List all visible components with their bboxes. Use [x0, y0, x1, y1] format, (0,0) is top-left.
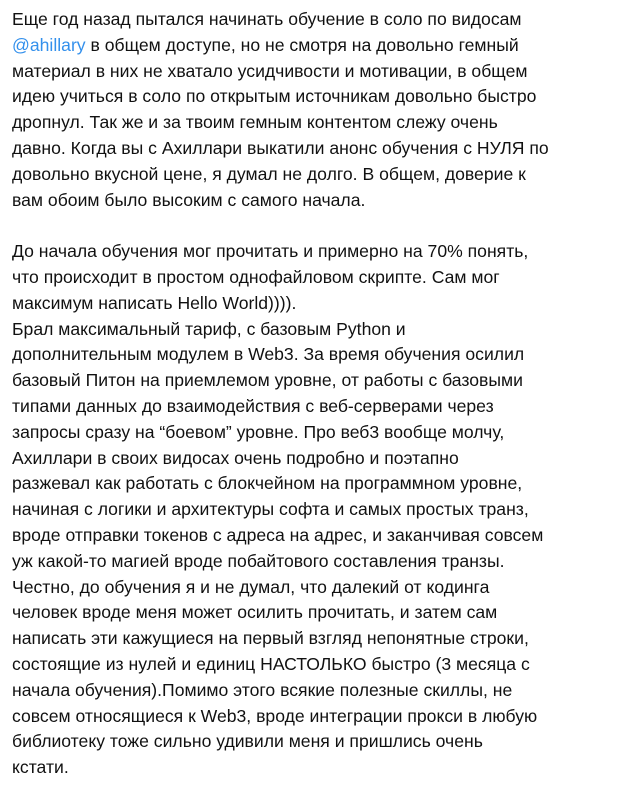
- message-line-text: в общем доступе, но не смотря на довольно гемный: [85, 34, 519, 55]
- message-line: идею учиться в соло по открытым источникам довольно быстро: [12, 86, 537, 107]
- message-line: начиная с логики и архитектуры софта и самых простых транз,: [12, 499, 529, 520]
- message-line: материал в них не хватало усидчивости и мотивации, в общем: [12, 60, 528, 81]
- message-line: вроде отправки токенов с адреса на адрес, и заканчивая совсем: [12, 524, 544, 545]
- message-line: Честно, до обучения я и не думал, что далекий от кодинга: [12, 576, 490, 597]
- message-line: типами данных до взаимодействия с веб-серверами через: [12, 395, 494, 416]
- message-line: написать эти кажущиеся на первый взгляд непонятные строки,: [12, 628, 529, 649]
- message-line: вам обоим было высоким с самого начала.: [12, 189, 366, 210]
- message-line: библиотеку тоже сильно удивили меня и пришлись очень: [12, 731, 483, 752]
- message-line: уж какой-то магией вроде побайтового составления транзы.: [12, 550, 505, 571]
- message-line: состоящие из нулей и единиц НАСТОЛЬКО быстро (3 месяца с: [12, 653, 530, 674]
- message-line: максимум написать Hello World)))).: [12, 292, 297, 313]
- message-line: что происходит в простом однофайловом скрипте. Сам мог: [12, 266, 500, 287]
- message-text: [12, 7, 619, 781]
- message-line: человек вроде меня может осилить прочитать, и затем сам: [12, 602, 498, 623]
- message-line: дропнул. Так же и за твоим гемным контентом слежу очень: [12, 112, 498, 133]
- message-line: совсем относящиеся к Web3, вроде интеграции прокси в любую: [12, 705, 538, 726]
- message-line: Еще год назад пытался начинать обучение в соло по видосам: [12, 9, 522, 29]
- message-line: Ахиллари в своих видосах очень подробно и поэтапно: [12, 447, 459, 468]
- message-line: [12, 33, 619, 59]
- message-line: Брал максимальный тариф, с базовым Python и: [12, 318, 406, 339]
- message-line: давно. Когда вы с Ахиллари выкатили анонс обучения с НУЛЯ по: [12, 137, 549, 158]
- mention-link-ahillary[interactable]: @ahillary: [12, 34, 86, 55]
- message-line: довольно вкусной цене, я думал не долго. В общем, доверие к: [12, 163, 526, 184]
- paragraph-spacer: [12, 213, 619, 239]
- message-line: кстати.: [12, 757, 69, 778]
- message-line: запросы сразу на “боевом” уровне. Про веб3 вообще молчу,: [12, 421, 505, 442]
- message-line: дополнительным модулем в Web3. За время обучения осилил: [12, 344, 525, 365]
- message-line: базовый Питон на приемлемом уровне, от работы с базовыми: [12, 370, 523, 391]
- message-line: начала обучения).Помимо этого всякие полезные скиллы, не: [12, 679, 513, 700]
- message-line: До начала обучения мог прочитать и примерно на 70% понять,: [12, 241, 529, 262]
- message-line: разжевал как работать с блокчейном на программном уровне,: [12, 473, 523, 494]
